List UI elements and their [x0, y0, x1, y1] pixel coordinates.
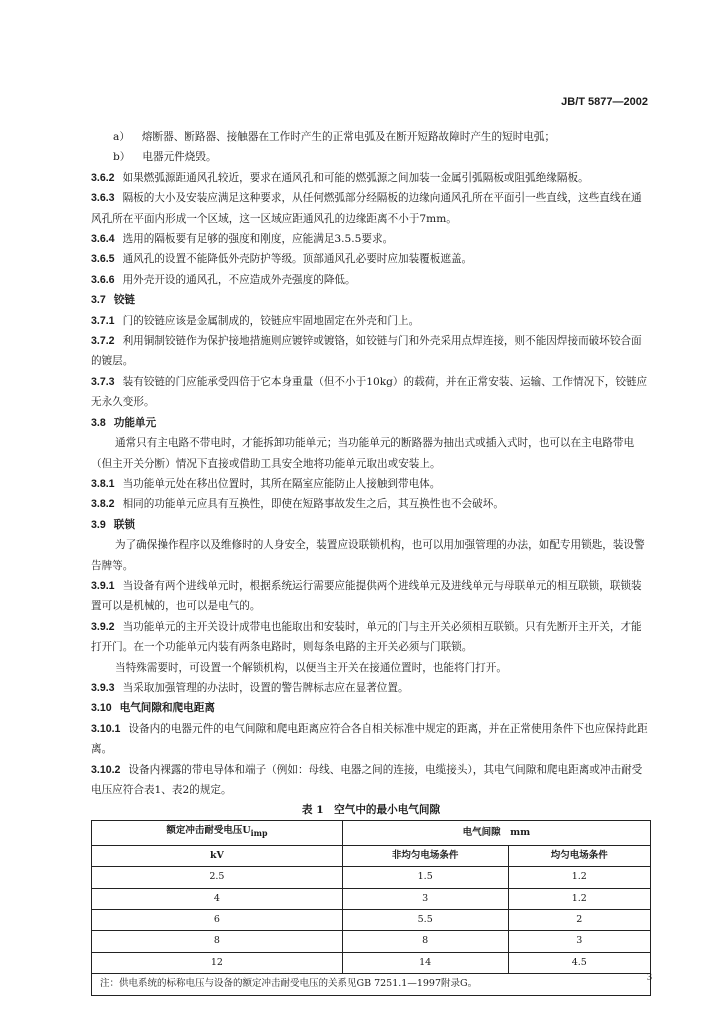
clause-number: 3.8.2 — [91, 498, 115, 511]
list-item — [91, 147, 651, 167]
clause — [91, 494, 651, 514]
table-body — [92, 867, 651, 974]
clause-text: 当采取加强管理的办法时，设置的警告牌标志应在显著位置。 — [122, 681, 409, 694]
clause-text: 设备内裸露的带电导体和端子（例如：母线、电器之间的连接，电缆接头），其电气间隙和爬电距离或冲击耐受电压应符合表1、表2的规定。 — [91, 763, 643, 796]
clause-number: 3.6.4 — [91, 233, 115, 246]
clause-text: 相同的功能单元应具有互换性，即使在短路事故发生之后，其互换性也不会破坏。 — [122, 498, 504, 511]
table-cell: 1.5 — [342, 867, 508, 888]
table-cell: 3 — [342, 888, 508, 909]
table-cell: 4 — [92, 888, 343, 909]
list-item-text: 熔断器、断路器、接触器在工作时产生的正常电弧及在断开短路故障时产生的短时电弧； — [141, 131, 556, 143]
table-header-clearance: 电气间隙 mm — [342, 821, 650, 845]
clearance-table — [91, 820, 651, 995]
clause — [91, 719, 651, 760]
table-header-kv: kV — [92, 845, 343, 866]
clause-number: 3.6.2 — [91, 171, 115, 184]
table-row — [92, 952, 651, 973]
clause-text: 门的铰链应该是金属制成的，铰链应牢固地固定在外壳和门上。 — [122, 314, 420, 327]
clause — [91, 270, 651, 290]
clause — [91, 168, 651, 188]
clause-number: 3.9.2 — [91, 620, 115, 633]
table-header-uniform: 均匀电场条件 — [508, 845, 650, 866]
clause-text: 通风孔的设置不能降低外壳防护等级。顶部通风孔必要时应加装覆板遮盖。 — [122, 253, 473, 266]
clause-number: 3.10 — [91, 702, 112, 715]
clause-number: 3.10.2 — [91, 763, 121, 776]
section-heading-text: 功能单元 — [113, 416, 157, 429]
table-cell: 12 — [92, 952, 343, 973]
table-cell: 14 — [342, 952, 508, 973]
clause-text: 选用的隔板要有足够的强度和刚度，应能满足3.5.5要求。 — [122, 233, 394, 246]
paragraph: 为了确保操作程序以及维修时的人身安全，装置应设联锁机构，也可以用加强管理的办法，如配专用锁匙，装设警告牌等。 — [91, 539, 645, 572]
clause — [91, 229, 651, 249]
table-cell: 8 — [92, 931, 343, 952]
section-heading — [91, 515, 651, 535]
clause — [91, 372, 651, 413]
page-number: 3 — [647, 972, 652, 983]
clause-number: 3.7.2 — [91, 335, 115, 348]
clause-list — [91, 127, 651, 800]
clause — [91, 617, 651, 658]
clause-number: 3.9.3 — [91, 681, 115, 694]
table-row — [92, 888, 651, 909]
document-body — [91, 127, 651, 996]
clause-number: 3.6.6 — [91, 273, 115, 286]
clause-number: 3.7 — [91, 294, 106, 307]
section-heading — [91, 290, 651, 310]
clause-text: 当功能单元的主开关设计成带电也能取出和安装时，单元的门与主开关必须相互联锁。只有先断开主开关，才能打开门。在一个功能单元内装有两条电路时，则每条电路的主开关必须与门联锁。 — [91, 620, 642, 654]
clause — [91, 576, 651, 617]
clause — [91, 678, 651, 698]
table-row — [92, 909, 651, 930]
list-item-label: a） — [113, 131, 130, 143]
clause-number: 3.9 — [91, 518, 106, 531]
clause-number: 3.8 — [91, 416, 106, 429]
clause-text: 装有铰链的门应能承受四倍于它本身重量（但不小于10kg）的载荷，并在正常安装、运输、工作情况下，铰链应无永久变形。 — [91, 375, 648, 409]
section-heading — [91, 698, 651, 718]
table-header-nonuniform: 非均匀电场条件 — [342, 845, 508, 866]
clause — [91, 331, 651, 372]
table-cell: 6 — [92, 909, 343, 930]
clause-number: 3.8.1 — [91, 477, 115, 490]
list-item-label: b） — [113, 151, 131, 164]
clause-text: 当功能单元处在移出位置时，其所在隔室应能防止人接触到带电体。 — [122, 477, 441, 490]
section-heading-text: 联锁 — [113, 518, 135, 531]
paragraph: 通常只有主电路不带电时，才能拆卸功能单元；当功能单元的断路器为抽出式或插入式时，也可以在主电路带电（但主开关分断）情况下直接或借助工具安全地将功能单元取出或安装上。 — [91, 437, 635, 470]
clause-number: 3.7.3 — [91, 375, 115, 388]
clause — [91, 311, 651, 331]
table-cell: 1.2 — [508, 867, 650, 888]
clause-text: 用外壳开设的通风孔，不应造成外壳强度的降低。 — [122, 273, 356, 286]
document-code: JB/T 5877—2002 — [561, 96, 648, 108]
table-cell: 3 — [508, 931, 650, 952]
clause — [91, 249, 651, 269]
table-row — [92, 931, 651, 952]
clause-number: 3.7.1 — [91, 314, 115, 327]
clause-text: 隔板的大小及安装应满足这种要求，从任何燃弧部分经隔板的边缘向通风孔所在平面引一些直线，这些直线在通风孔所在平面内形成一个区域，这一区域应距通风孔的边缘距离不小于7mm。 — [91, 192, 642, 225]
table-row — [92, 867, 651, 888]
section-heading — [91, 413, 651, 433]
clause-text: 当设备有两个进线单元时，根据系统运行需要应能提供两个进线单元及进线单元与母联单元的相互联锁，联锁装置可以是机械的，也可以是电气的。 — [91, 579, 642, 613]
section-heading-text: 铰链 — [113, 294, 135, 307]
clause-number: 3.6.5 — [91, 253, 115, 266]
table-cell: 1.2 — [508, 888, 650, 909]
clause — [91, 474, 651, 494]
list-item — [91, 127, 651, 147]
table-cell: 4.5 — [508, 952, 650, 973]
table-cell: 2 — [508, 909, 650, 930]
clause-text: 设备内的电器元件的电气间隙和爬电距离应符合各自相关标准中规定的距离，并在正常使用条件下也应保持此距离。 — [91, 722, 648, 756]
table-cell: 2.5 — [92, 867, 343, 888]
clause-text: 利用铜制铰链作为保护接地措施则应镀锌或镀铬，如铰链与门和外壳采用点焊连接，则不能因焊接而破坏铰合面的镀层。 — [91, 335, 642, 368]
clause-number: 3.6.3 — [91, 192, 115, 205]
table-caption: 表 1 空气中的最小电气间隙 — [301, 804, 441, 817]
list-item-text: 电器元件烧毁。 — [142, 151, 217, 164]
clause-text: 如果燃弧源距通风孔较近，要求在通风孔和可能的燃弧源之间加装一金属引弧隔板或阻弧绝缘隔板。 — [122, 171, 589, 184]
table-cell: 8 — [342, 931, 508, 952]
section-heading-text: 电气间隙和爬电距离 — [119, 702, 215, 715]
paragraph: 当特殊需要时，可设置一个解锁机构，以便当主开关在接通位置时，也能将门打开。 — [115, 661, 507, 674]
clause-number: 3.10.1 — [91, 722, 121, 735]
table-cell: 5.5 — [342, 909, 508, 930]
clause — [91, 188, 651, 229]
clause — [91, 760, 651, 801]
table-header-voltage: 额定冲击耐受电压$U_{imp}$ — [92, 821, 343, 845]
clause-number: 3.9.1 — [91, 579, 115, 592]
table-note: 注：供电系统的标称电压与设备的额定冲击耐受电压的关系见GB 7251.1—1997附录G。 — [92, 974, 651, 995]
